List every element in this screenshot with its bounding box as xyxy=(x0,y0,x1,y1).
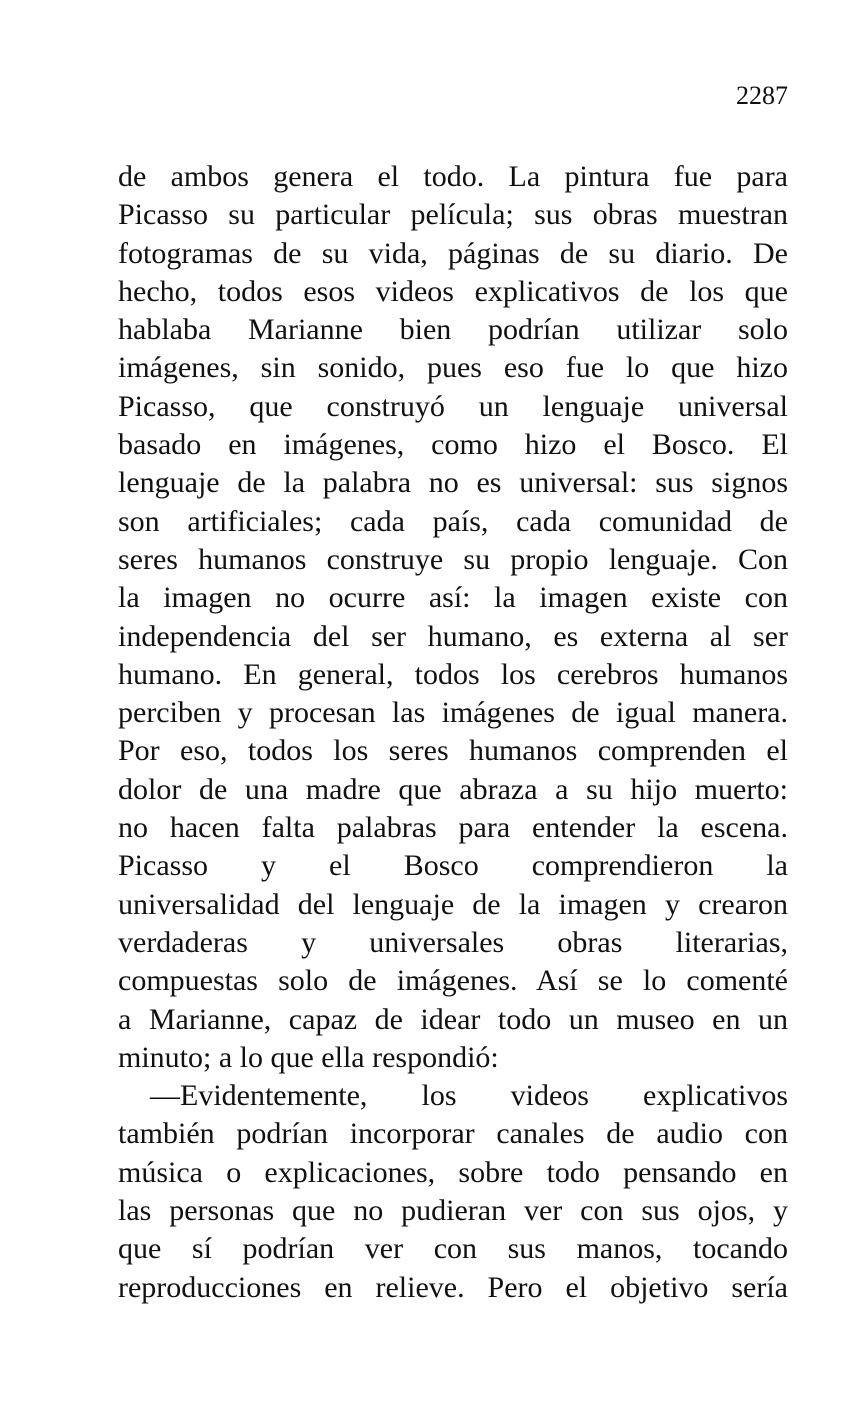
text-line: imágenes, sin sonido, pues eso fue lo que hizo xyxy=(118,351,788,385)
text-line: no hacen falta palabras para entender la escena. xyxy=(118,811,788,845)
text-line: las personas que no pudieran ver con sus ojos, y xyxy=(118,1194,788,1228)
text-line: Picasso, que construyó un lenguaje universal xyxy=(118,389,788,423)
paragraph xyxy=(118,1077,788,1307)
text-line: son artificiales; cada país, cada comunidad de xyxy=(118,504,788,538)
text-line: compuestas solo de imágenes. Así se lo comenté xyxy=(118,964,788,998)
page-number: 2287 xyxy=(736,81,788,110)
text-line: minuto; a lo que ella respondió: xyxy=(118,1040,499,1074)
text-line: a Marianne, capaz de idear todo un museo en un xyxy=(118,1002,788,1036)
text-line: música o explicaciones, sobre todo pensando en xyxy=(118,1155,788,1189)
text-line: independencia del ser humano, es externa al ser xyxy=(118,619,788,653)
text-line: que sí podrían ver con sus manos, tocando xyxy=(118,1232,788,1266)
text-line: Picasso su particular película; sus obras muestran xyxy=(118,198,788,232)
text-line: dolor de una madre que abraza a su hijo muerto: xyxy=(118,772,788,806)
text-line: —Evidentemente, los videos explicativos xyxy=(150,1079,788,1113)
text-line: perciben y procesan las imágenes de igual manera. xyxy=(118,696,788,730)
text-line: la imagen no ocurre así: la imagen existe con xyxy=(118,581,788,615)
text-line: hablaba Marianne bien podrían utilizar solo xyxy=(118,313,788,347)
paragraph xyxy=(118,158,788,1077)
text-line: reproducciones en relieve. Pero el objetivo sería xyxy=(118,1270,788,1304)
text-line: seres humanos construye su propio lenguaje. Con xyxy=(118,542,788,576)
text-line: humano. En general, todos los cerebros humanos xyxy=(118,657,788,691)
text-line: Por eso, todos los seres humanos comprenden el xyxy=(118,734,788,768)
text-line: universalidad del lenguaje de la imagen y crearon xyxy=(118,887,788,921)
text-line: basado en imágenes, como hizo el Bosco. El xyxy=(118,428,788,462)
text-line: fotogramas de su vida, páginas de su diario. De xyxy=(118,236,788,270)
text-line: también podrían incorporar canales de audio con xyxy=(118,1117,788,1151)
text-line: lenguaje de la palabra no es universal: sus signos xyxy=(118,466,788,500)
text-line: Picasso y el Bosco comprendieron la xyxy=(118,849,788,883)
text-line: hecho, todos esos videos explicativos de los que xyxy=(118,274,788,308)
text-line: verdaderas y universales obras literarias, xyxy=(118,925,788,959)
body-text xyxy=(118,158,788,1307)
text-line: de ambos genera el todo. La pintura fue para xyxy=(118,160,788,193)
